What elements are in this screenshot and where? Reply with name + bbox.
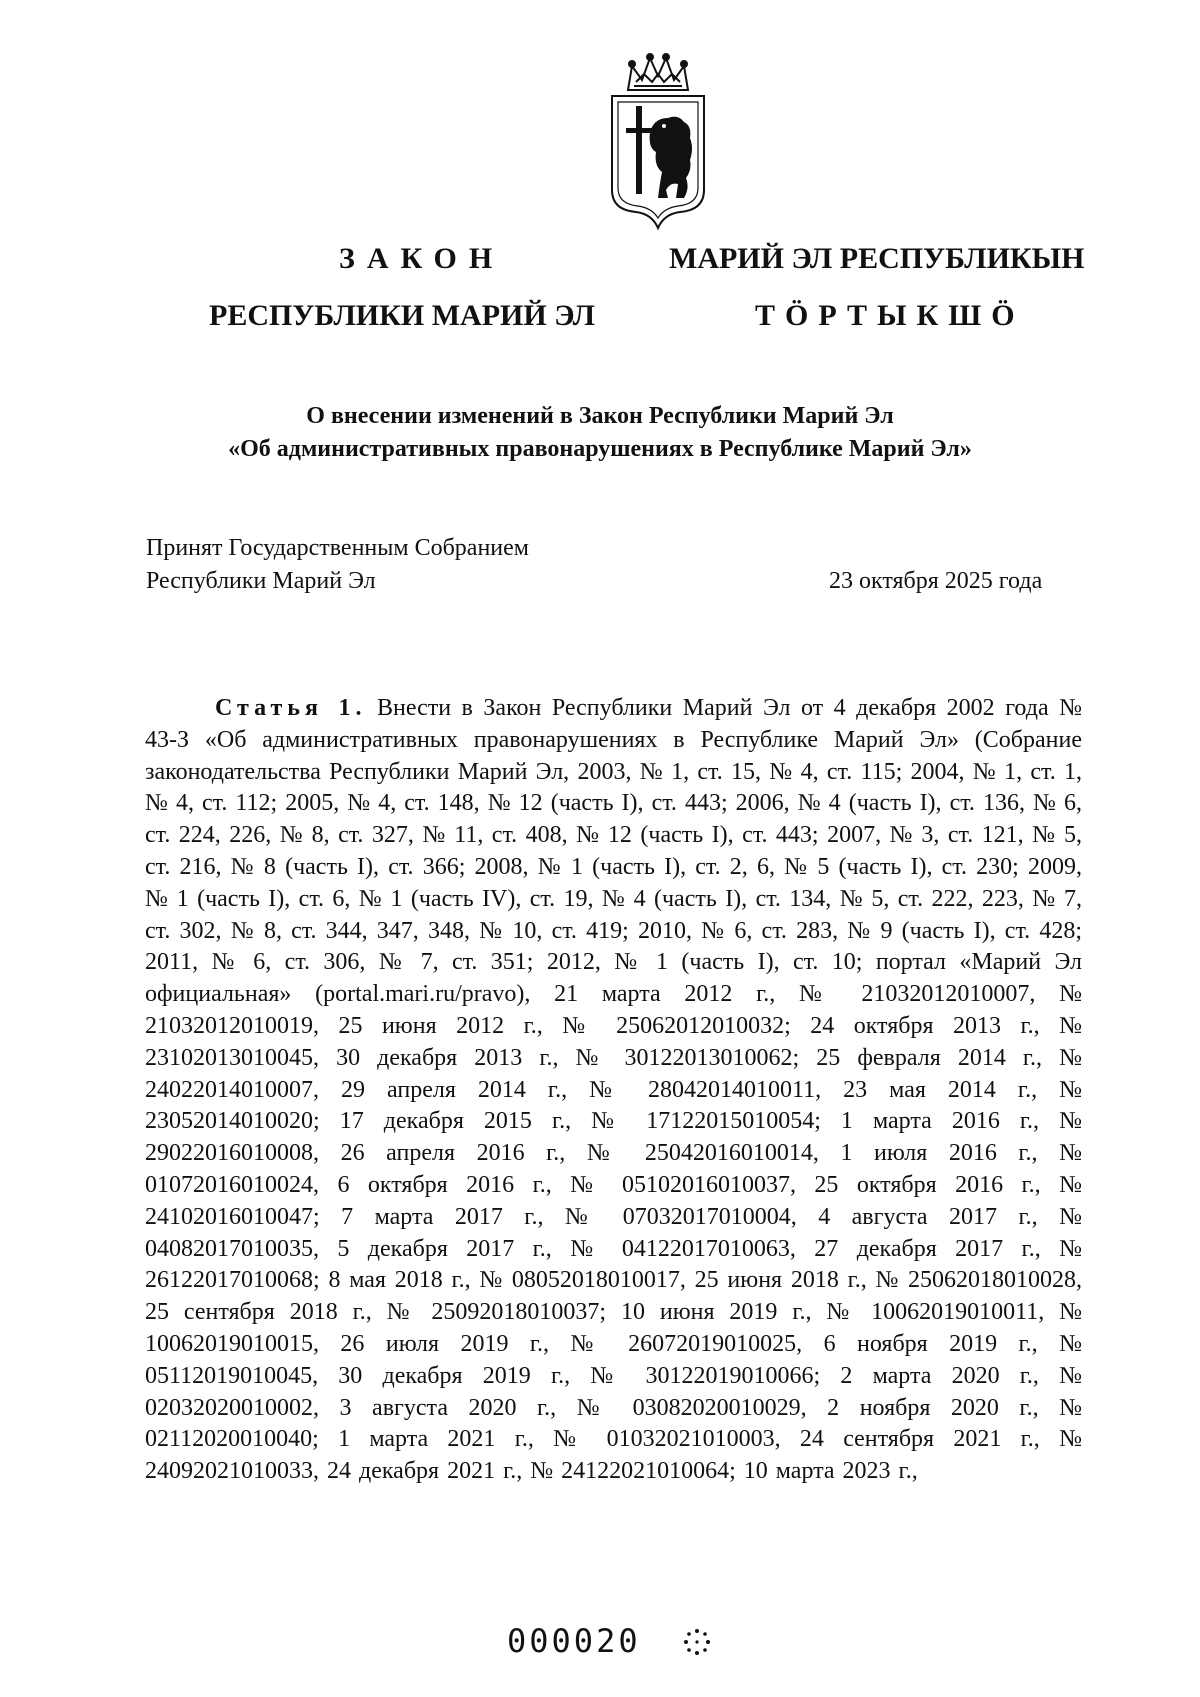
serial-number: 000020 xyxy=(507,1622,641,1660)
article-1-paragraph xyxy=(145,693,1082,1488)
star-ornament-icon xyxy=(683,1628,711,1656)
document-title-line1: О внесении изменений в Закон Республики Марий Эл xyxy=(306,403,894,429)
article-1-text: Внести в Закон Республики Марий Эл от 4 декабря 2002 года № 43-З «Об административных правонарушениях в Республике Марий Эл» (Собрание законодательства Республики Марий Эл, 2003, № 1, ст. 15, № 4, ст. 115; 2004, № 1, ст. 1, № 4, ст. 112; 2005, № 4, ст. 148, № 12 (часть I), ст. 443; 2006, № 4 (часть I), ст. 136, № 6, ст. 224, 226, № 8, ст. 327, № 11, ст. 408, № 12 (часть I), ст. 443; 2007, № 3, ст. 121, № 5, ст. 216, № 8 (часть I), ст. 366; 2008, № 1 (часть I), ст. 2, 6, № 5 (часть I), ст. 230; 2009, № 1 (часть I), ст. 6, № 1 (часть IV), ст. 19, № 4 (часть I), ст. 134, № 5, ст. 222, 223, № 7, ст. 302, № 8, ст. 344, 347, 348, № 10, ст. 419; 2010, № 6, ст. 283, № 9 (часть I), ст. 428; 2011, № 6, ст. 306, № 7, ст. 351; 2012, № 1 (часть I), ст. 10; портал «Марий Эл официальная» (portal.mari.ru/pravo), 21 марта 2012 г., № 21032012010007, № 21032012010019, 25 июня 2012 г., № 25062012010032; 24 октября 2013 г., № 23102013010045, 30 декабря 2013 г., № 30122013010062; 25 февраля 2014 г., № 24022014010007, 29 апреля 2014 г., № 28042014010011, 23 мая 2014 г., № 23052014010020; 17 декабря 2015 г., № 17122015010054; 1 марта 2016 г., № 29022016010008, 26 апреля 2016 г., № 25042016010014, 1 июля 2016 г., № 01072016010024, 6 октября 2016 г., № 05102016010037, 25 октября 2016 г., № 24102016010047; 7 марта 2017 г., № 07032017010004, 4 августа 2017 г., № 04082017010035, 5 декабря 2017 г., № 04122017010063, 27 декабря 2017 г., № 26122017010068; 8 мая 2018 г., № 08052018010017, 25 июня 2018 г., № 25062018010028, 25 сентября 2018 г., № 25092018010037; 10 июня 2019 г., № 10062019010011, № 10062019010015, 26 июля 2019 г., № 26072019010025, 6 ноября 2019 г., № 05112019010045, 30 декабря 2019 г., № 30122019010066; 2 марта 2020 г., № 02032020010002, 3 августа 2020 г., № 03082020010029, 2 ноября 2020 г., № 02112020010040; 1 марта 2021 г., № 01032021010003, 24 сентября 2021 г., № 24092021010033, 24 декабря 2021 г., № 24122021010064; 10 марта 2023 г., xyxy=(145,695,1083,1485)
law-title-left-line1: ЗАКОН xyxy=(339,242,505,275)
document-title-line2: «Об административных правонарушениях в Республике Марий Эл» xyxy=(228,436,972,462)
article-1-label: Статья 1. xyxy=(215,695,367,721)
coat-of-arms-icon xyxy=(598,52,718,232)
law-title-left-line2: РЕСПУБЛИКИ МАРИЙ ЭЛ xyxy=(209,299,596,332)
adoption-line1: Принят Государственным Собранием xyxy=(146,535,529,561)
adoption-line2: Республики Марий Эл xyxy=(146,568,376,594)
law-title-right-line1: МАРИЙ ЭЛ РЕСПУБЛИКЫН xyxy=(669,242,1085,275)
adoption-date: 23 октября 2025 года xyxy=(829,568,1043,594)
document-title xyxy=(100,400,1100,466)
law-title-right-line2: ТӦРТЫКШӦ xyxy=(755,299,1025,332)
